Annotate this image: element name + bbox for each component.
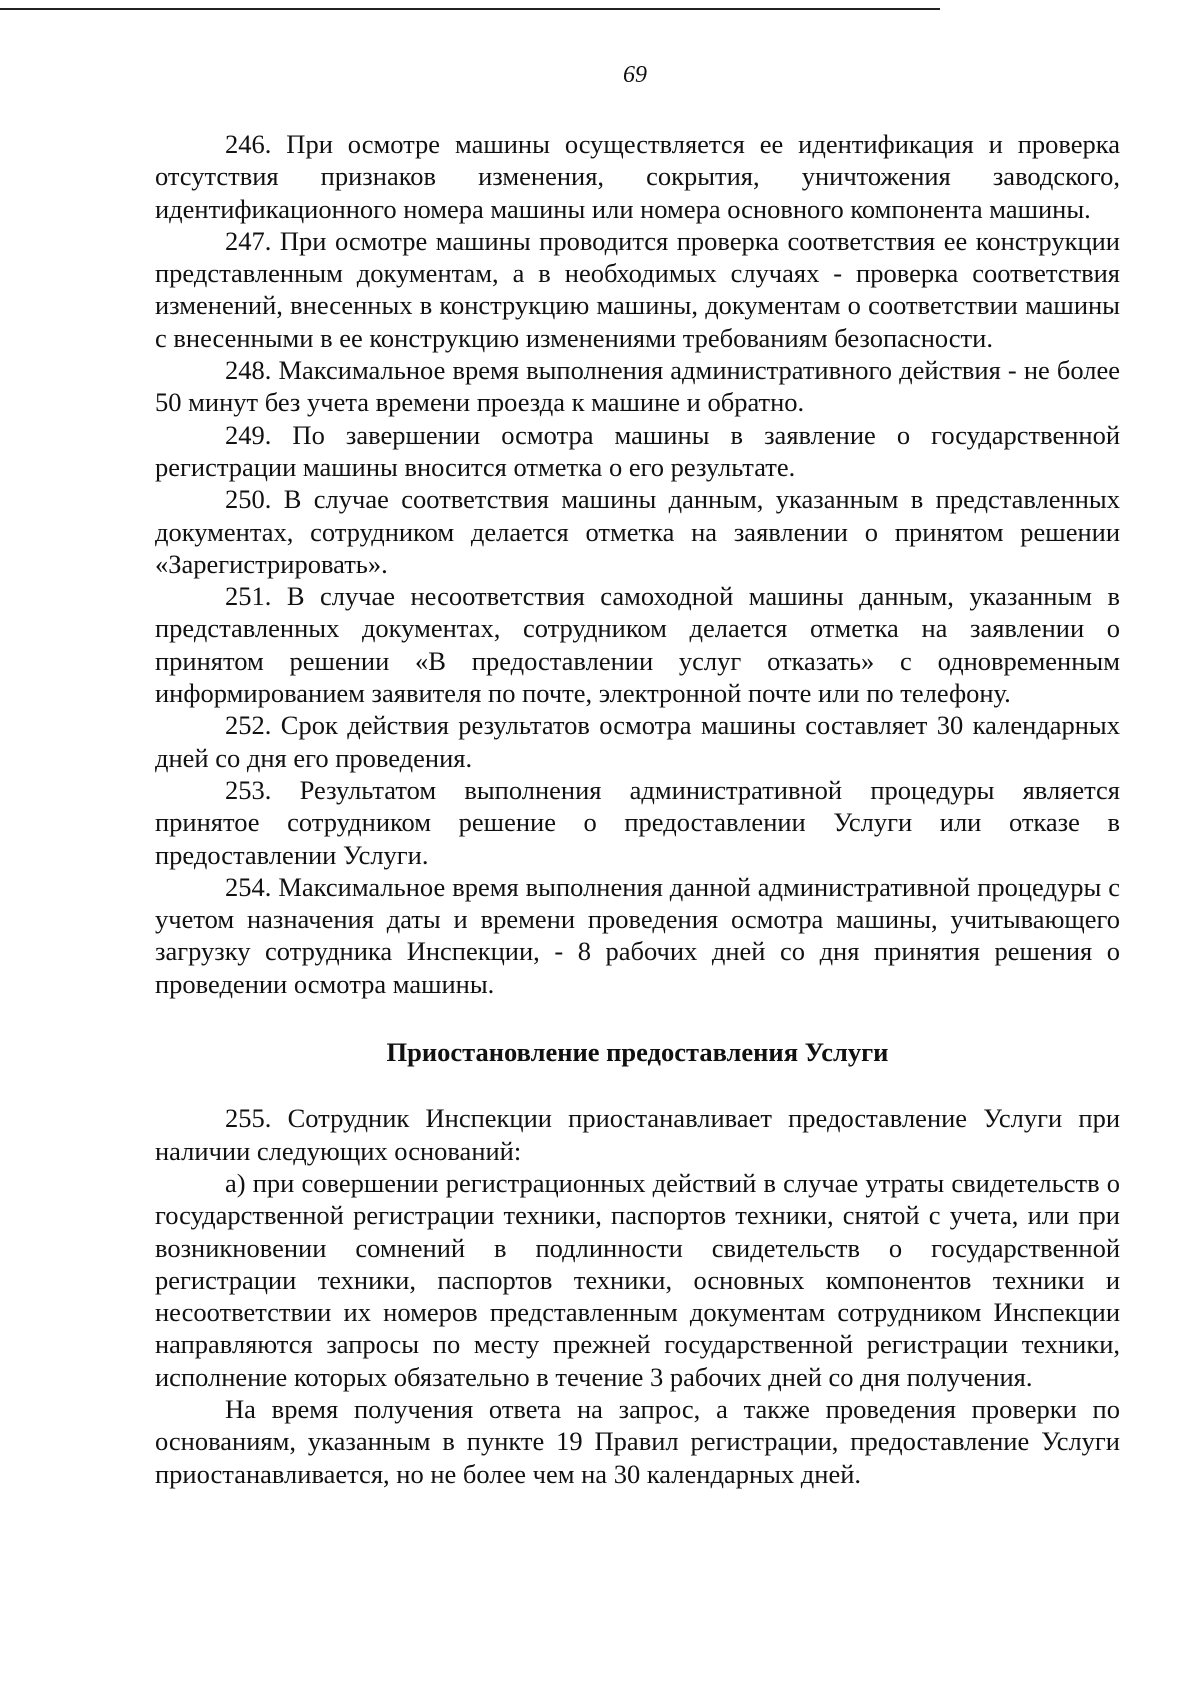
page-number: 69 [623,62,647,88]
paragraph-251: 251. В случае несоответствия самоходной машины данным, указанным в представленных документах, сотрудником делается отметка на заявлении о принятом решении «В предоставлении услуг отказать» с одновременным информированием заявителя по почте, электронной почте или по телефону. [155,581,1120,709]
section-heading: Приостановление предоставления Услуги [386,1037,889,1068]
paragraph-248: 248. Максимальное время выполнения административного действия - не более 50 минут без учета времени проезда к машине и обратно. [155,355,1120,418]
paragraph-255: 255. Сотрудник Инспекции приостанавливает предоставление Услуги при наличии следующих оснований: [155,1103,1120,1166]
paragraph-247: 247. При осмотре машины проводится проверка соответствия ее конструкции представленным документам, а в необходимых случаях - проверка соответствия изменений, внесенных в конструкцию машины, документам о соответствии машины с внесенными в ее конструкцию изменениями требованиям безопасности. [155,225,1120,353]
paragraph-252: 252. Срок действия результатов осмотра машины составляет 30 календарных дней со дня его проведения. [155,710,1120,773]
document-body [155,128,1120,1490]
paragraph-253: 253. Результатом выполнения административной процедуры является принятое сотрудником решение о предоставлении Услуги или отказе в предоставлении Услуги. [155,774,1120,870]
paragraph-250: 250. В случае соответствия машины данным, указанным в представленных документах, сотрудником делается отметка на заявлении о принятом решении «Зарегистрировать». [155,484,1120,579]
top-border-line [0,8,940,10]
paragraph-254: 254. Максимальное время выполнения данной административной процедуры с учетом назначения даты и времени проведения осмотра машины, учитывающего загрузку сотрудника Инспекции, - 8 рабочих дней со дня принятия решения о проведении осмотра машины. [155,871,1120,999]
paragraph-suspension-period: На время получения ответа на запрос, а также проведения проверки по основаниям, указанным в пункте 19 Правил регистрации, предоставление Услуги приостанавливается, но не более чем на 30 календарных дней. [155,1393,1120,1489]
paragraph-246: 246. При осмотре машины осуществляется ее идентификация и проверка отсутствия признаков изменения, сокрытия, уничтожения заводского, идентификационного номера машины или номера основного компонента машины. [155,129,1120,224]
paragraph-249: 249. По завершении осмотра машины в заявление о государственной регистрации машины вносится отметка о его результате. [155,419,1120,482]
paragraph-255-item-a: а) при совершении регистрационных действий в случае утраты свидетельств о государственной регистрации техники, паспортов техники, снятой с учета, или при возникновении сомнений в подлинности свидетельств о государственной регистрации техники, паспортов техники, основных компонентов техники и несоответствии их номеров представленным документам сотрудником Инспекции направляются запросы по месту прежней государственной регистрации техники, исполнение которых обязательно в течение 3 рабочих дней со дня получения. [155,1167,1120,1392]
